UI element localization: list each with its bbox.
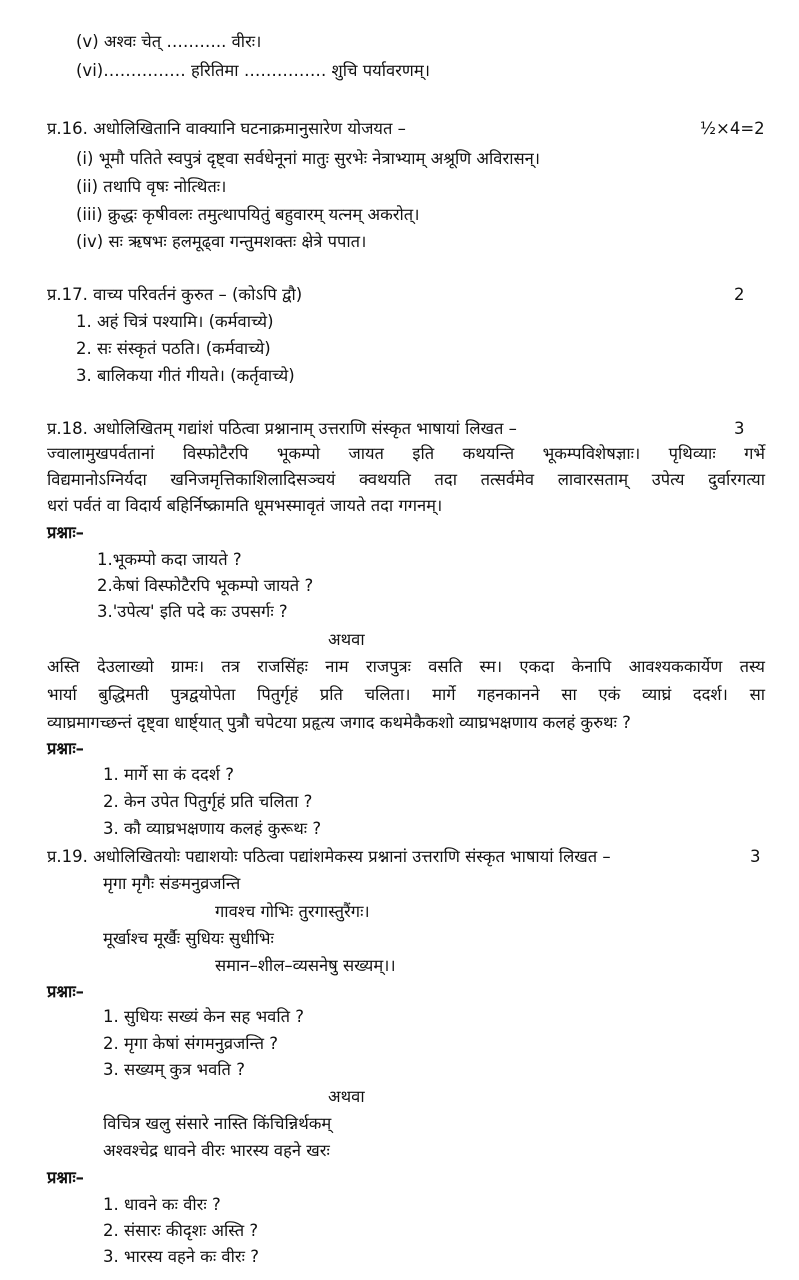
prashna-heading: प्रश्नाः– xyxy=(47,982,84,1001)
q18-passage2-line: व्याघ्रमागच्छन्तं दृष्ट्वा धार्ष्ट्यात् पुत्रौ चपेटया प्रहृत्य जगाद कथमेकैकशो व्याघ्रभक्षणाय कलहं कुरुथः ? xyxy=(47,713,631,732)
athva-divider: अथवा xyxy=(328,630,365,649)
q19-question2: 2. संसारः कीदृशः अस्ति ? xyxy=(103,1221,259,1240)
q16-item: (ii) तथापि वृषः नोत्थितः। xyxy=(76,177,227,196)
q18-marks: 3 xyxy=(734,419,745,438)
q16-item: (iv) सः ऋषभः हलमूढ्वा गन्तुमशक्तः क्षेत्रे पपात। xyxy=(76,232,367,251)
q19-verse2-line: विचित्र खलु संसारे नास्ति किंचिन्निर्थकम् xyxy=(103,1114,332,1133)
q19-title: प्र.19. अधोलिखितयोः पद्याशयोः पठित्वा पद्यांशमेकस्य प्रश्नानां उत्तराणि संस्कृत भाषायां लिखत – xyxy=(47,847,611,866)
q18-question2: 3. कौ व्याघ्रभक्षणाय कलहं कुरूथः ? xyxy=(103,819,322,838)
prashna-heading: प्रश्नाः– xyxy=(47,1168,84,1187)
q18-passage2-line: भार्या बुद्धिमती पुत्रद्वयोपेता पितुर्गृहं प्रति चलिता। मार्गे गहनकानने सा एकं व्याघ्रं ददर्श। सा xyxy=(47,685,765,704)
option-vi: (vi)…………… हरितिमा …………… शुचि पर्यावरणम्। xyxy=(76,61,430,80)
q19-verse2-line: अश्वश्चेद्र धावने वीरः भारस्य वहने खरः xyxy=(103,1141,330,1160)
q19-question: 3. सख्यम् कुत्र भवति ? xyxy=(103,1060,245,1079)
q19-verse-line: मृगा मृगैः संङमनुव्रजन्ति xyxy=(103,874,241,893)
q18-question: 2.केषां विस्फोटैरपि भूकम्पो जायते ? xyxy=(97,576,314,595)
q18-passage-line: धरां पर्वतं वा विदार्य बहिर्निष्क्रामति धूमभस्मावृतं जायते तदा गगनम्। xyxy=(47,496,443,515)
q19-question2: 1. धावने कः वीरः ? xyxy=(103,1195,221,1214)
q17-marks: 2 xyxy=(734,285,745,304)
q19-marks: 3 xyxy=(750,847,761,866)
q19-question2: 3. भारस्य वहने कः वीरः ? xyxy=(103,1247,259,1266)
q18-passage-line: विद्यमानोऽग्निर्यदा खनिजमृत्तिकाशिलादिसञ्चयं क्वथयति तदा तत्सर्वमेव लावारसताम् उपेत्य दुर्वारगत्या xyxy=(47,470,765,489)
q18-question2: 2. केन उपेत पितुर्गृहं प्रति चलिता ? xyxy=(103,792,313,811)
q17-item: 1. अहं चित्रं पश्यामि। (कर्मवाच्ये) xyxy=(76,312,274,331)
athva-divider: अथवा xyxy=(328,1087,365,1106)
q19-verse-line: समान–शील–व्यसनेषु सख्यम्।। xyxy=(215,956,396,975)
q19-question: 2. मृगा केषां संगमनुव्रजन्ति ? xyxy=(103,1034,279,1053)
q17-item: 3. बालिकया गीतं गीयते। (कर्तृवाच्ये) xyxy=(76,366,295,385)
q18-question: 1.भूकम्पो कदा जायते ? xyxy=(97,550,242,569)
q19-question: 1. सुधियः सख्यं केन सह भवति ? xyxy=(103,1007,305,1026)
q18-question2: 1. मार्गे सा कं ददर्श ? xyxy=(103,765,234,784)
q19-verse-line: मूर्खाश्च मूर्खैः सुधियः सुधीभिः xyxy=(103,929,274,948)
q18-passage-line: ज्वालामुखपर्वतानां विस्फोटैरपि भूकम्पो जायत इति कथयन्ति भूकम्पविशेषज्ञाः। पृथिव्याः गर्भे xyxy=(47,444,765,463)
q17-title: प्र.17. वाच्य परिवर्तनं कुरुत – (कोऽपि द्वौ) xyxy=(47,285,303,304)
option-v: (v) अश्वः चेत् ……….. वीरः। xyxy=(76,32,262,51)
q18-passage2-line: अस्ति देउलाख्यो ग्रामः। तत्र राजसिंहः नाम राजपुत्रः वसति स्म। एकदा केनापि आवश्यककार्येण तस्य xyxy=(47,657,765,676)
q19-verse-line: गावश्च गोभिः तुरगास्तुरैंगः। xyxy=(215,902,370,921)
q16-marks: ½×4=2 xyxy=(700,119,765,138)
q17-item: 2. सः संस्कृतं पठति। (कर्मवाच्ये) xyxy=(76,339,271,358)
q18-question: 3.'उपेत्य' इति पदे कः उपसर्गः ? xyxy=(97,602,288,621)
q16-item: (i) भूमौ पतिते स्वपुत्रं दृष्ट्वा सर्वधेनूनां मातुः सुरभेः नेत्राभ्याम् अश्रूणि अविरासन्। xyxy=(76,149,541,168)
prashna-heading: प्रश्नाः– xyxy=(47,739,84,758)
q16-title: प्र.16. अधोलिखितानि वाक्यानि घटनाक्रमानुसारेण योजयत – xyxy=(47,119,406,138)
q16-item: (iii) क्रुद्धः कृषीवलः तमुत्थापयितुं बहुवारम् यत्नम् अकरोत्। xyxy=(76,205,420,224)
prashna-heading: प्रश्नाः– xyxy=(47,523,84,542)
q18-title: प्र.18. अधोलिखितम् गद्यांशं पठित्वा प्रश्नानाम् उत्तराणि संस्कृत भाषायां लिखत – xyxy=(47,419,517,438)
